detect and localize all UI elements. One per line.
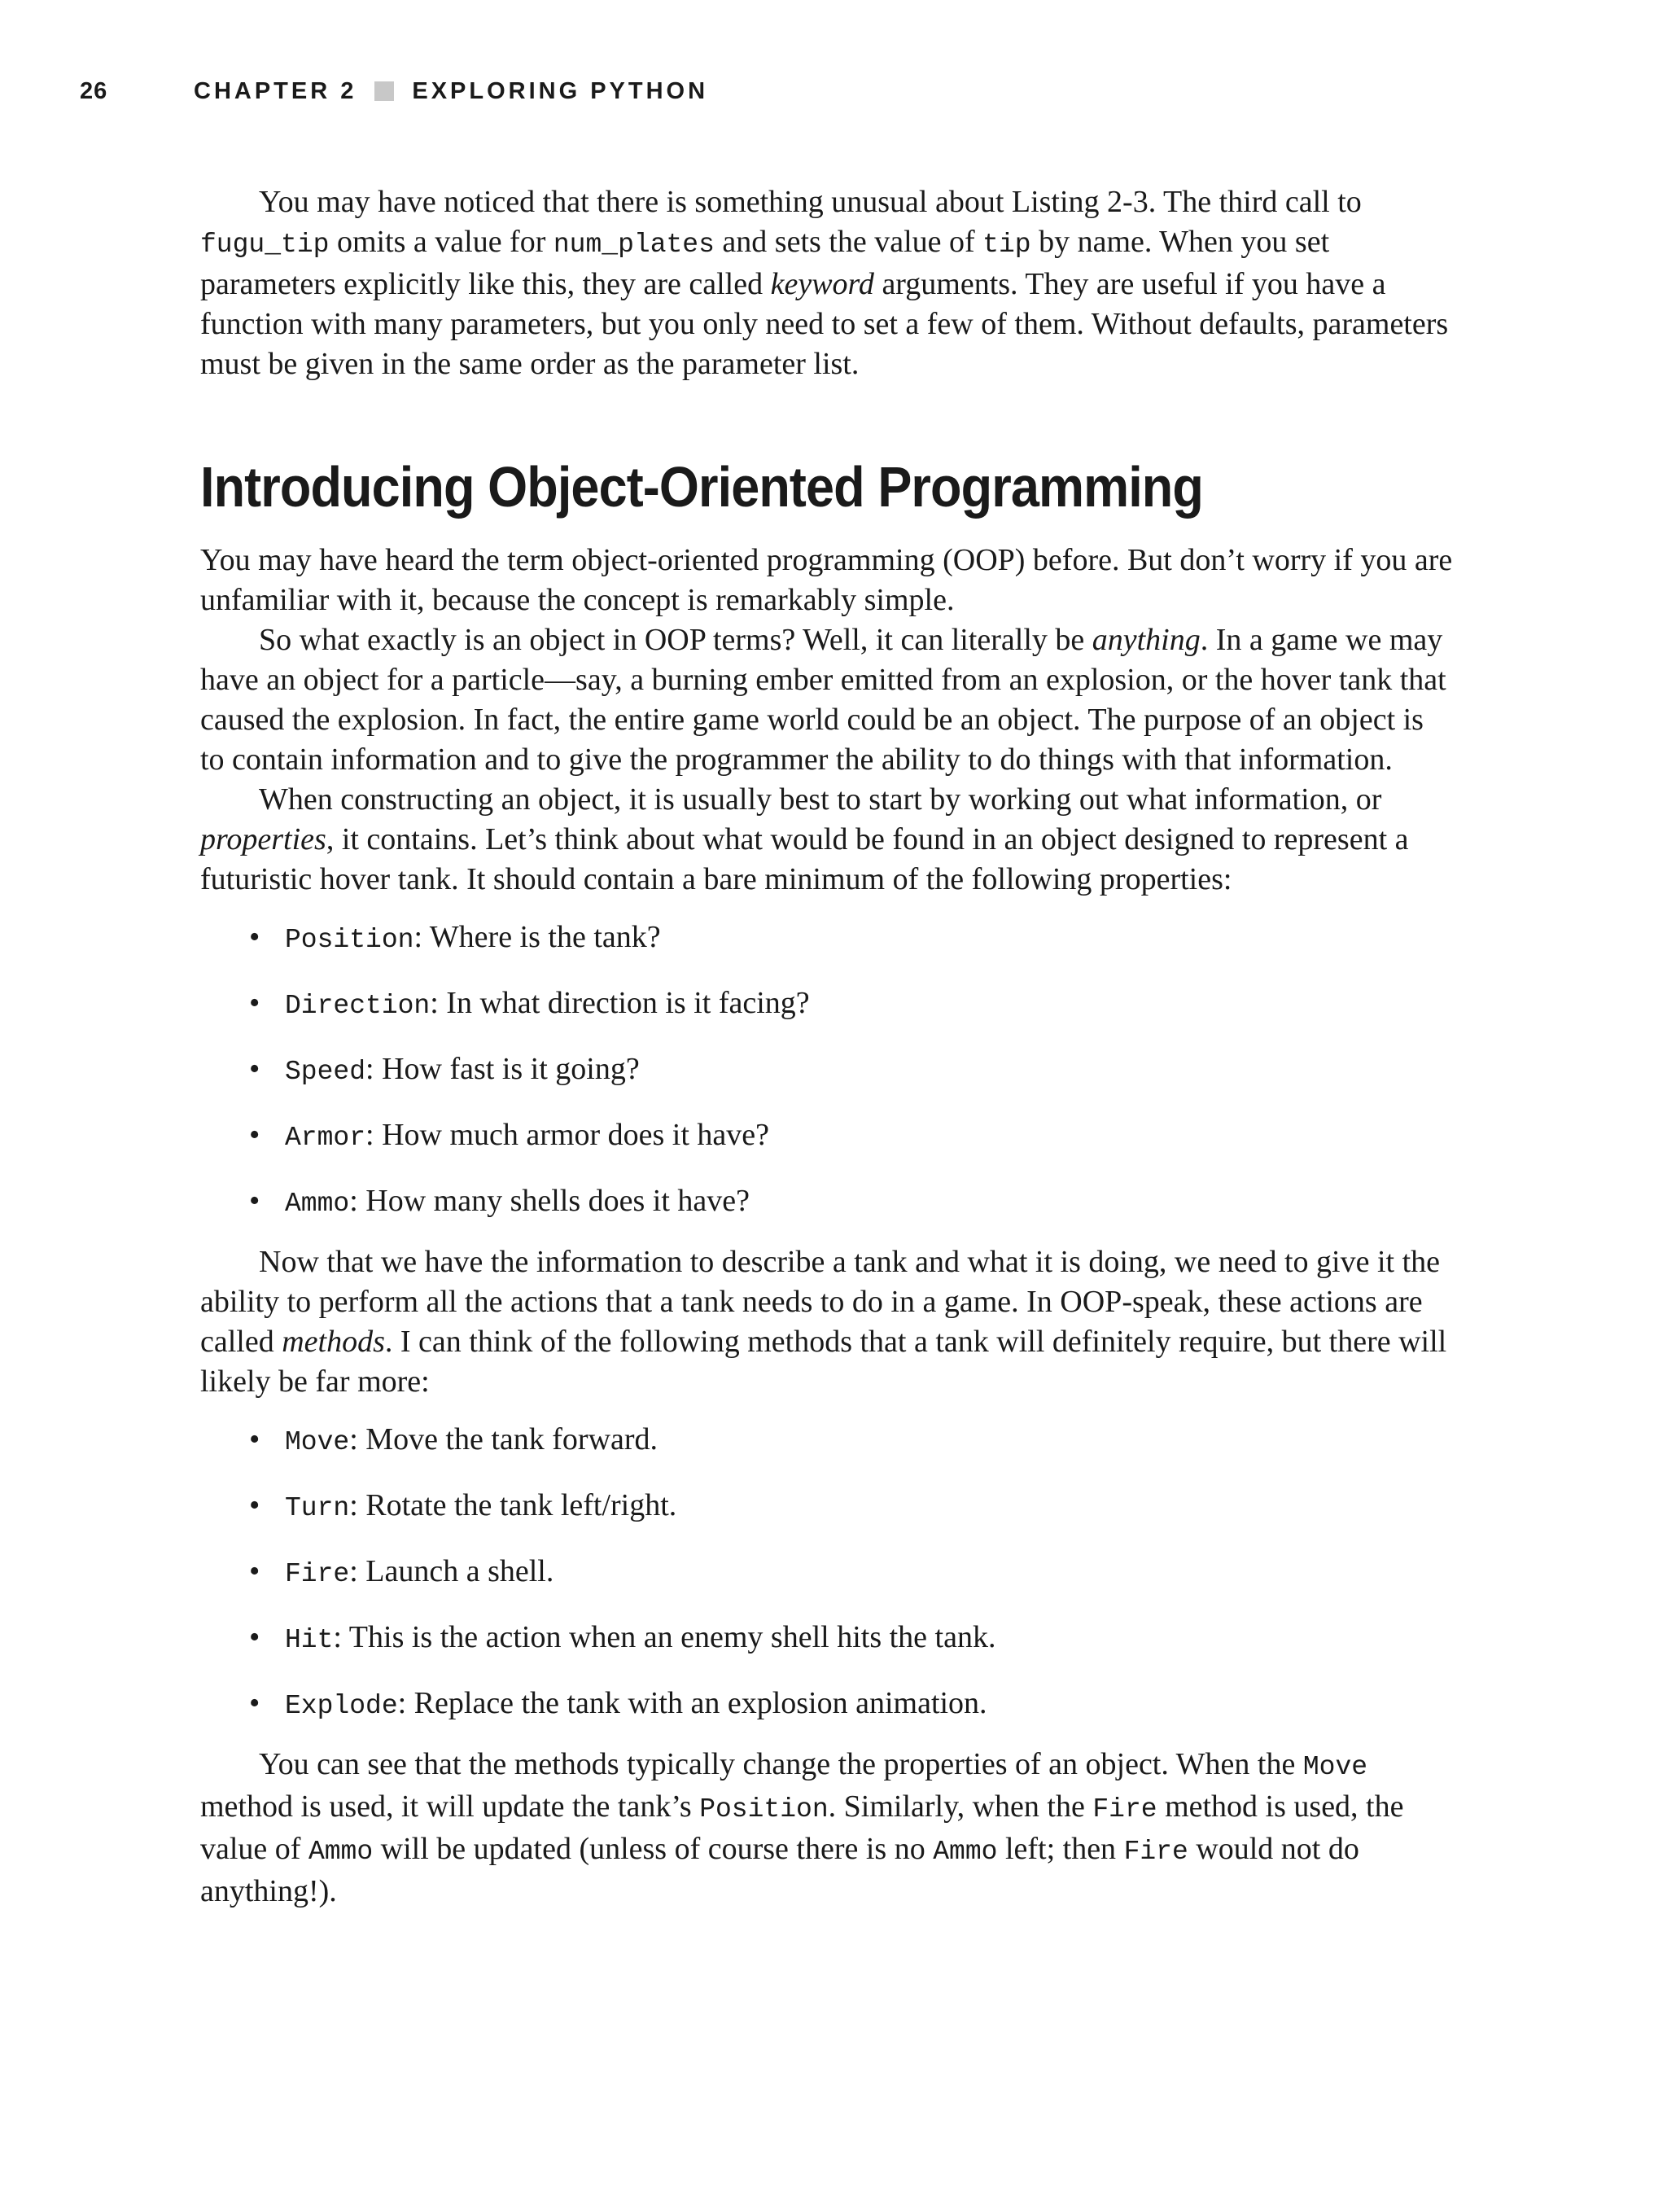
list-item [249, 1181, 1454, 1224]
emphasis: anything [1092, 623, 1201, 657]
property-name: Speed [285, 1057, 366, 1087]
methods-list [200, 1420, 1454, 1726]
property-description: : In what direction is it facing? [430, 986, 810, 1020]
list-item [249, 1552, 1454, 1594]
method-description: : Launch a shell. [349, 1554, 554, 1588]
list-item [249, 1486, 1454, 1528]
bullet-icon: • [249, 1184, 260, 1218]
method-description: : This is the action when an enemy shell hits the tank. [333, 1620, 996, 1654]
bullet-icon: • [249, 920, 260, 954]
property-name: Position [285, 925, 414, 955]
methods-paragraph: Now that we have the information to describe a tank and what it is doing, we need to give it the ability to perform all the actions that a tank needs to do in a game. In OOP-speak, these actions are called methods. I can think of the following methods that a tank will definitely require, but there will likely be far more: [200, 1245, 1447, 1399]
section-heading: Introducing Object-Oriented Programming [200, 455, 1203, 519]
property-name: Armor [285, 1123, 366, 1153]
property-description: : Where is the tank? [413, 920, 661, 954]
oop-intro-paragraph: You may have heard the term object-oriented programming (OOP) before. But don’t worry if you are unfamiliar with it, because the concept is remarkably simple. [200, 543, 1453, 617]
method-description: : Move the tank forward. [349, 1422, 658, 1456]
bullet-icon: • [249, 1620, 260, 1654]
emphasis: keyword [770, 267, 874, 301]
inline-code: fugu_tip [200, 230, 330, 260]
inline-code: Position [699, 1794, 829, 1824]
inline-code: Fire [1092, 1794, 1157, 1824]
method-name: Explode [285, 1691, 398, 1721]
list-item [249, 1420, 1454, 1462]
bullet-icon: • [249, 1118, 260, 1152]
list-item [249, 918, 1454, 960]
bullet-icon: • [249, 1686, 260, 1720]
list-item [249, 1115, 1454, 1158]
inline-code: Move [1302, 1752, 1368, 1782]
properties-list [200, 918, 1454, 1224]
property-description: : How much armor does it have? [365, 1118, 769, 1152]
method-name: Move [285, 1427, 350, 1457]
page-content [200, 182, 1454, 1912]
list-item [249, 983, 1454, 1026]
properties-paragraph: When constructing an object, it is usually best to start by working out what information, or properties, it contains. Let’s think about what would be found in an object designed to represent a futuristic hover tank. It should contain a bare minimum of the following properties: [200, 782, 1409, 896]
intro-paragraph: You may have noticed that there is something unusual about Listing 2-3. The third call to fugu_tip omits a value for num_plates and sets the value of tip by name. When you set parameters explicitly like this, they are called keyword arguments. They are useful if you have a function with many parameters, but you only need to set a few of them. Without defaults, parameters must be given in the same order as the parameter list. [200, 185, 1449, 381]
bullet-icon: • [249, 1052, 260, 1086]
bullet-icon: • [249, 986, 260, 1020]
chapter-label: CHAPTER 2 [194, 77, 357, 104]
emphasis: methods [282, 1325, 385, 1359]
inline-code: Fire [1123, 1837, 1188, 1867]
property-name: Direction [285, 991, 431, 1021]
inline-code: num_plates [553, 230, 715, 260]
object-paragraph: So what exactly is an object in OOP terms? Well, it can literally be anything. In a game we may have an object for a particle—say, a burning ember emitted from an explosion, or the hover tank that caused the explosion. In fact, the entire game world could be an object. The purpose of an object is to contain information and to give the programmer the ability to do things with that information. [200, 623, 1446, 777]
list-item [249, 1684, 1454, 1726]
emphasis: properties [200, 822, 326, 856]
final-paragraph: You can see that the methods typically change the properties of an object. When the Move method is used, it will update the tank’s Position. Similarly, when the Fire method is used, the value of Ammo will be updated (unless of course there is no Ammo left; then Fire would not do anything!). [200, 1747, 1404, 1908]
separator-square-icon [374, 81, 394, 101]
method-name: Fire [285, 1559, 350, 1589]
method-name: Turn [285, 1493, 350, 1523]
bullet-icon: • [249, 1488, 260, 1522]
method-name: Hit [285, 1625, 334, 1655]
running-head [80, 75, 708, 107]
page-number: 26 [80, 77, 108, 104]
bullet-icon: • [249, 1422, 260, 1456]
method-description: : Replace the tank with an explosion animation. [397, 1686, 987, 1720]
property-name: Ammo [285, 1189, 350, 1219]
list-item [249, 1049, 1454, 1092]
bullet-icon: • [249, 1554, 260, 1588]
inline-code: tip [982, 230, 1031, 260]
method-description: : Rotate the tank left/right. [349, 1488, 677, 1522]
property-description: : How fast is it going? [365, 1052, 640, 1086]
section-label: EXPLORING PYTHON [412, 77, 709, 104]
property-description: : How many shells does it have? [349, 1184, 750, 1218]
inline-code: Ammo [933, 1837, 998, 1867]
inline-code: Ammo [308, 1837, 374, 1867]
list-item [249, 1618, 1454, 1660]
